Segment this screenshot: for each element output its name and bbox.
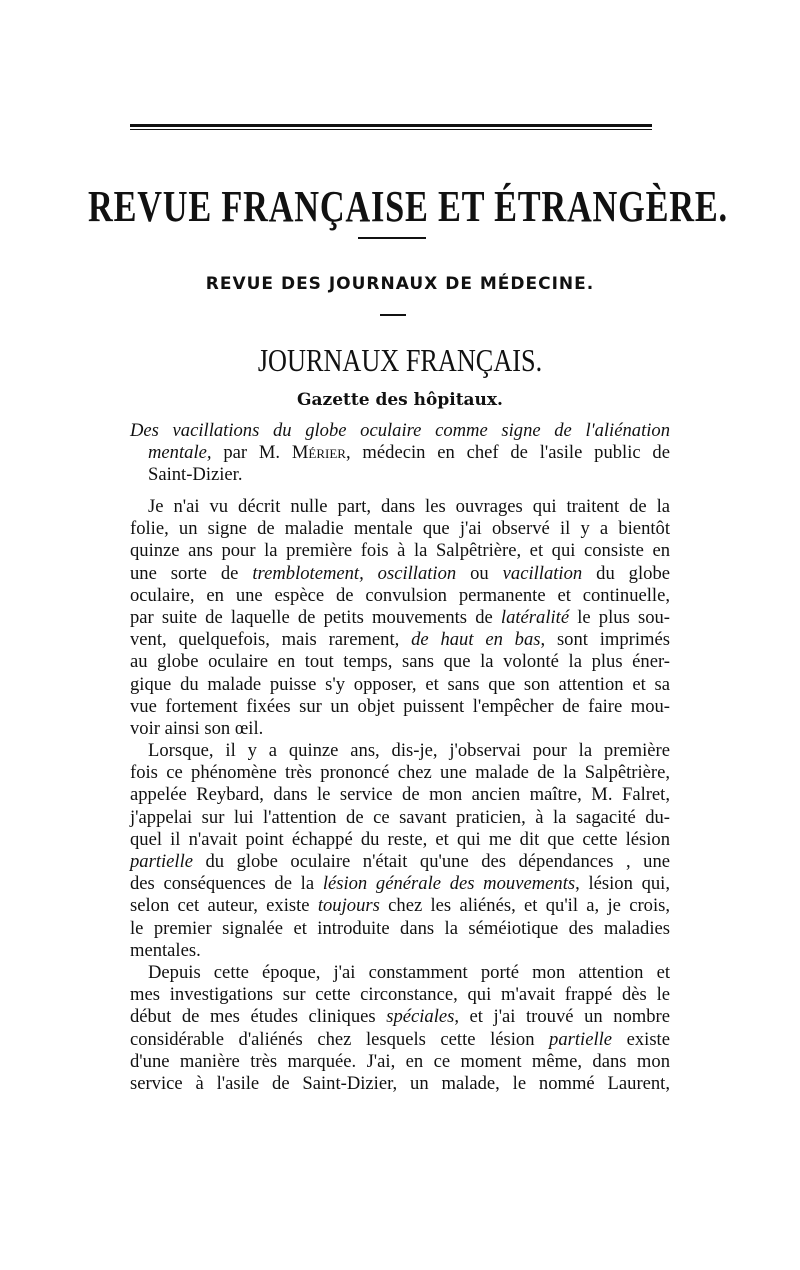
- text-line: mentales.: [130, 939, 201, 961]
- text-line: oculaire, en une espèce de convulsion permanente et continuelle,: [130, 584, 670, 606]
- text-line: j'appelai sur lui l'attention de ce savant praticien, à la sagacité du-: [130, 806, 670, 828]
- text-line: Je n'ai vu décrit nulle part, dans les ouvrages qui traitent de la: [148, 496, 670, 517]
- text-line: partielle du globe oculaire n'était qu'une des dépendances , une: [130, 851, 670, 872]
- subtitle: REVUE DES JOURNAUX DE MÉDECINE.: [205, 274, 595, 294]
- main-title: REVUE FRANÇAISE ET ÉTRANGÈRE.: [88, 182, 728, 231]
- section-heading: JOURNAUX FRANÇAIS.: [257, 342, 543, 378]
- top-double-rule-thin: [130, 129, 652, 130]
- subtitle-divider: [380, 314, 406, 316]
- text-line: appelée Reybard, dans le service de mon ancien maître, M. Falret,: [130, 784, 670, 806]
- article-body: [130, 496, 670, 1095]
- text-line: vue fortement fixées sur un objet puissent l'empêcher de faire mou-: [130, 695, 670, 717]
- text-line: le premier signalée et introduite dans la séméiotique des maladies: [130, 917, 670, 939]
- text-line: une sorte de tremblotement, oscillation ou vacillation du globe: [130, 562, 670, 584]
- text-line: fois ce phénomène très prononcé chez une malade de la Salpêtrière,: [130, 762, 670, 784]
- text-line: vent, quelquefois, mais rarement, de haut en bas, sont imprimés: [130, 629, 670, 651]
- text-line: quel il n'avait point échappé du reste, et qui me dit que cette lésion: [130, 828, 670, 850]
- text-line: au globe oculaire en tout temps, sans que la volonté la plus éner-: [130, 651, 670, 673]
- heading-line: mentale, par M. Mérier, médecin en chef de l'asile public de: [148, 442, 670, 464]
- article-heading: [130, 420, 670, 487]
- text-line: Lorsque, il y a quinze ans, dis-je, j'observai pour la première: [148, 740, 670, 762]
- text-line: d'une manière très marquée. J'ai, en ce moment même, dans mon: [130, 1050, 670, 1072]
- text-line: folie, un signe de maladie mentale que j'ai observé il y a bientôt: [130, 518, 670, 540]
- text-line: voir ainsi son œil.: [130, 717, 264, 739]
- text-line: Depuis cette époque, j'ai constamment porté mon attention et: [148, 961, 670, 983]
- title-divider: [358, 237, 426, 239]
- heading-line: Des vacillations du globe oculaire comme signe de l'aliénation: [130, 420, 670, 441]
- text-line: quinze ans pour la première fois à la Salpêtrière, et qui consiste en: [130, 540, 670, 562]
- text-line: selon cet auteur, existe toujours chez les aliénés, et qu'il a, je crois,: [130, 895, 670, 917]
- author-name: Mérier: [291, 442, 346, 464]
- journal-name: Gazette des hôpitaux.: [297, 390, 503, 410]
- text-line: des conséquences de la lésion générale des mouvements, lésion qui,: [130, 873, 670, 895]
- text-line: service à l'asile de Saint-Dizier, un malade, le nommé Laurent,: [130, 1072, 670, 1094]
- text-line: mes investigations sur cette circonstance, qui m'avait frappé dès le: [130, 984, 670, 1006]
- top-double-rule: [130, 124, 652, 127]
- text-line: gique du malade puisse s'y opposer, et sans que son attention et sa: [130, 673, 670, 695]
- heading-line: Saint-Dizier.: [148, 464, 243, 486]
- text-line: début de mes études cliniques spéciales, et j'ai trouvé un nombre: [130, 1006, 671, 1028]
- text-line: considérable d'aliénés chez lesquels cette lésion partielle existe: [130, 1028, 670, 1050]
- text-line: par suite de laquelle de petits mouvements de latéralité le plus sou-: [130, 606, 670, 628]
